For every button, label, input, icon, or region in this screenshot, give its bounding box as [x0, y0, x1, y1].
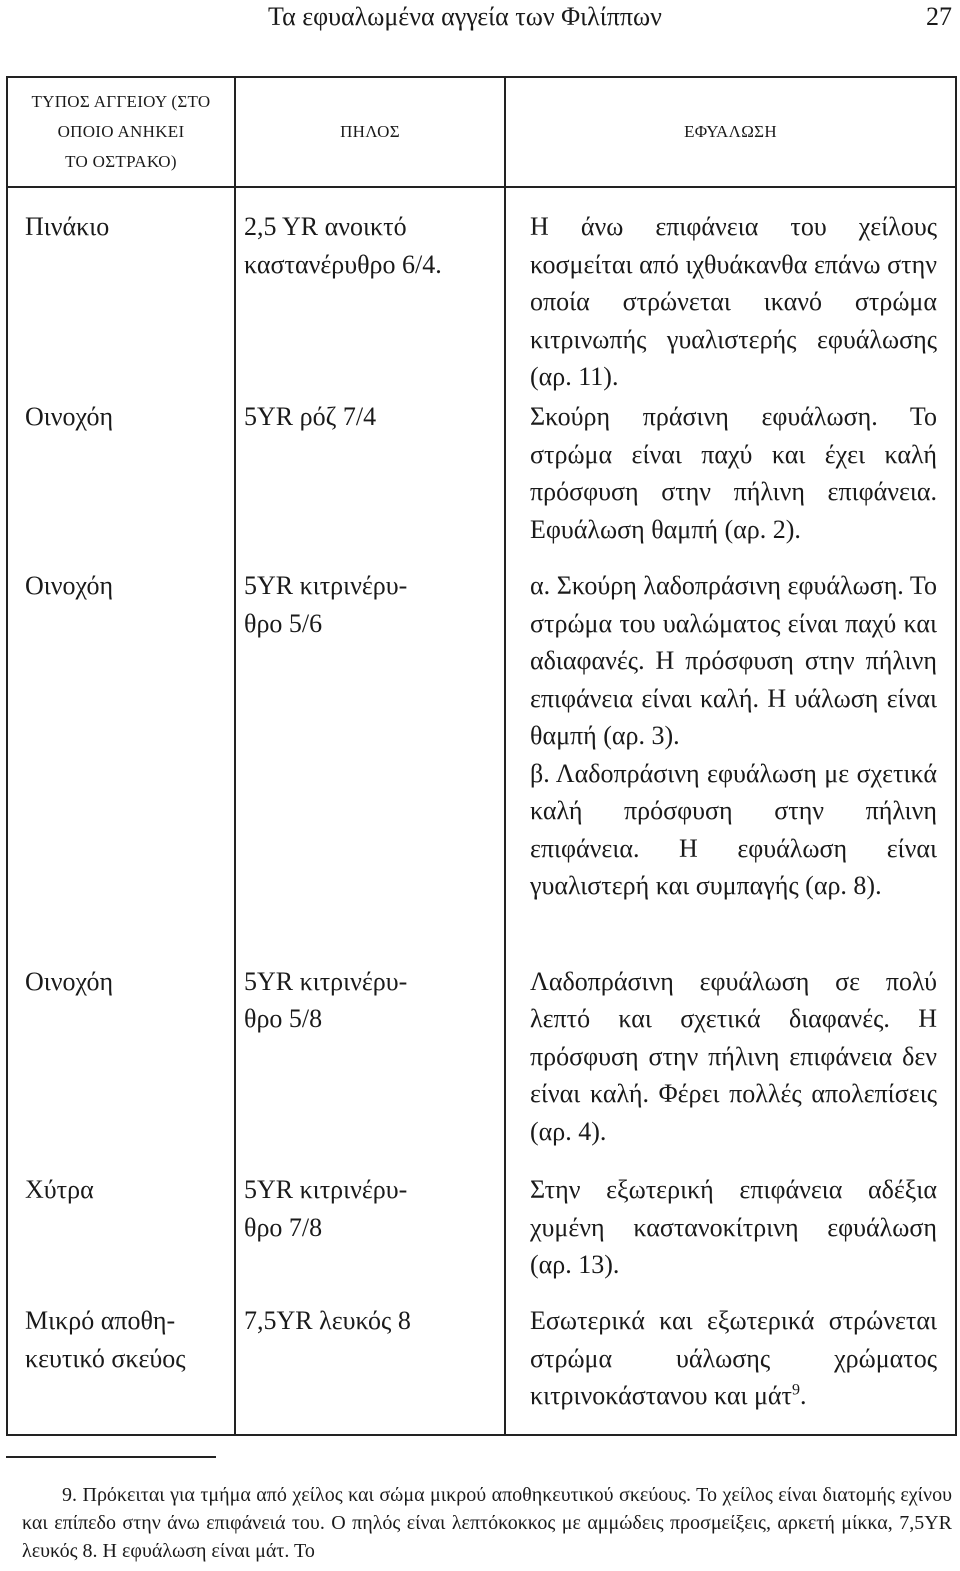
footnote-divider [6, 1456, 216, 1458]
clay-cell: 2,5 YR ανοικτό καστανέρυθρο 6/4. [235, 187, 505, 398]
glaze-cell: α. Σκούρη λαδοπράσινη εφυάλωση. Το στρώμα του υαλώματος είναι παχύ και αδιαφανές. Η πρόσφυση στην πήλινη επιφάνεια είναι καλή. Η υάλωση είναι θαμπή (αρ. 3). β. Λαδοπράσινη εφυάλωση με σχετικά καλή πρόσφυση στην πήλινη επιφάνεια. Η εφυάλωση είναι γυαλιστερή και συμπαγής (αρ. 8). [505, 567, 956, 962]
clay-cell: 7,5YR λευκός 8 [235, 1302, 505, 1435]
vessel-type-cell: Οινοχόη [7, 963, 235, 1171]
table-row [7, 1302, 956, 1435]
glaze-cell: Στην εξωτερική επιφάνεια αδέξια χυμένη καστανοκίτρινη εφυάλωση (αρ. 13). [505, 1171, 956, 1302]
table-row [7, 567, 956, 962]
footnote-reference[interactable]: 9 [791, 1381, 800, 1399]
table-header-row [7, 77, 956, 187]
column-header-clay: ΠΗΛΟΣ [235, 77, 505, 187]
vessel-type-cell: Πινάκιο [7, 187, 235, 398]
clay-cell: 5YR κιτρινέρυ- θρο 7/8 [235, 1171, 505, 1302]
table-row [7, 398, 956, 567]
glaze-text-end: . [799, 1381, 807, 1411]
page-number: 27 [926, 2, 952, 31]
vessel-type-cell: Οινοχόη [7, 398, 235, 567]
footnote-number: 9. [62, 1484, 77, 1506]
column-header-vessel-type: ΤΥΠΟΣ ΑΓΓΕΙΟΥ (ΣΤΟ ΟΠΟΙΟ ΑΝΗΚΕΙ ΤΟ ΟΣΤΡΑΚΟ) [7, 77, 235, 187]
glaze-cell: Λαδοπράσινη εφυάλωση σε πολύ λεπτό και σχετικά διαφανές. Η πρόσφυση στην πήλινη επιφάνεια δεν είναι καλή. Φέρει πολλές απολεπίσεις (αρ. 4). [505, 963, 956, 1171]
glaze-cell: Η άνω επιφάνεια του χείλους κοσμείται από ιχθυάκανθα επάνω στην οποία στρώνεται ικανό στρώμα κιτρινωπής γυαλιστερής εφυάλωσης (αρ. 11). [505, 187, 956, 398]
column-header-glaze: ΕΦΥΑΛΩΣΗ [505, 77, 956, 187]
vessel-type-cell: Μικρό αποθη- κευτικό σκεύος [7, 1302, 235, 1435]
glaze-text: Εσωτερικά και εξωτερικά στρώνεται στρώμα υάλωσης χρώματος κιτρινοκάστανου και μάτ [530, 1306, 937, 1411]
vessel-type-cell: Οινοχόη [7, 567, 235, 962]
footnote [22, 1481, 952, 1565]
glaze-cell [505, 1302, 956, 1435]
glaze-catalogue-table [6, 76, 957, 1436]
running-header-title: Τα εφυαλωμένα αγγεία των Φιλίππων [268, 2, 662, 31]
footnote-text: Πρόκειται για τμήμα από χείλος και σώμα μικρού αποθηκευτικού σκεύους. Το χείλος είναι διατομής εχίνου και επίπεδο στην άνω επιφάνειά του. Ο πηλός είναι λεπτόκοκκος με αμμώδεις προσμείξεις, αρκετή μίκκα, 7,5YR λευκός 8. Η εφυάλωση είναι μάτ. Το [22, 1484, 952, 1562]
table-row [7, 187, 956, 398]
clay-cell: 5YR ρόζ 7/4 [235, 398, 505, 567]
vessel-type-cell: Χύτρα [7, 1171, 235, 1302]
clay-cell: 5YR κιτρινέρυ- θρο 5/6 [235, 567, 505, 962]
table-row [7, 1171, 956, 1302]
table-row [7, 963, 956, 1171]
clay-cell: 5YR κιτρινέρυ- θρο 5/8 [235, 963, 505, 1171]
glaze-cell: Σκούρη πράσινη εφυάλωση. Το στρώμα είναι παχύ και έχει καλή πρόσφυση στην πήλινη επιφάνεια. Εφυάλωση θαμπή (αρ. 2). [505, 398, 956, 567]
